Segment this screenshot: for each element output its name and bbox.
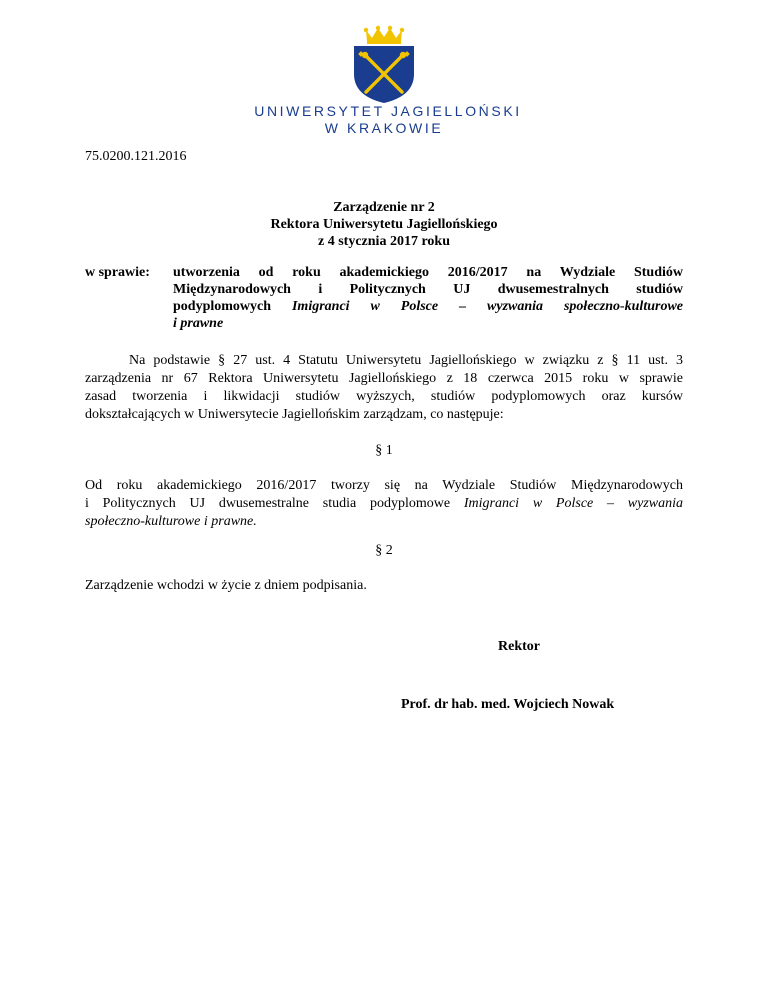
section-2-paragraph	[85, 577, 683, 595]
subject-line-4-italic: i prawne	[173, 316, 224, 331]
section-1-paragraph	[85, 477, 683, 531]
signature-title: Rektor	[498, 639, 540, 654]
section-1-line-1: Od roku akademickiego 2016/2017 tworzy się na Wydziale Studiów Międzynarodowych	[85, 478, 683, 493]
subject-line-2: Międzynarodowych i Politycznych UJ dwusemestralnych studiów	[173, 282, 683, 297]
document-number: 75.0200.121.2016	[85, 149, 187, 164]
university-name-line1: UNIWERSYTET JAGIELLOŃSKI	[254, 103, 522, 119]
subject-line-3-prefix: podyplomowych	[173, 299, 272, 314]
intro-line-2: zarządzenia nr 67 Rektora Uniwersytetu Jagiellońskiego z 18 czerwca 2015 roku w sprawie	[85, 371, 683, 386]
section-1-line-3-italic: społeczno-kulturowe i prawne.	[85, 514, 257, 529]
intro-line-1: Na podstawie § 27 ust. 4 Statutu Uniwersytetu Jagiellońskiego w związku z § 11 ust. 3	[129, 353, 683, 368]
section-1-line-3	[85, 513, 683, 531]
title-line-3: z 4 stycznia 2017 roku	[318, 234, 450, 249]
subject-label: w sprawie:	[85, 265, 150, 280]
crown-icon	[364, 26, 404, 44]
section-1-mark: § 1	[375, 443, 393, 458]
uj-crest-icon	[348, 24, 420, 104]
section-1-line-2	[85, 495, 683, 513]
section-1-line-2-prefix: i Politycznych UJ dwusemestralne studia podyplomowe	[85, 496, 451, 511]
intro-line-3: zasad tworzenia i likwidacji studiów wyższych, studiów podyplomowych oraz kursów	[85, 389, 683, 404]
subject-line-1: utworzenia od roku akademickiego 2016/2017 na Wydziale Studiów	[173, 265, 683, 280]
section-2-mark: § 2	[375, 543, 393, 558]
subject-text	[173, 264, 683, 332]
title-line-1: Zarządzenie nr 2	[333, 200, 435, 215]
subject-line-3	[173, 298, 683, 315]
subject-line-3-italic: Imigranci w Polsce – wyzwania społeczno-kulturowe	[291, 299, 683, 314]
document-title	[0, 199, 768, 250]
signature-name: Prof. dr hab. med. Wojciech Nowak	[401, 697, 615, 712]
section-2-text: Zarządzenie wchodzi w życie z dniem podpisania.	[85, 578, 367, 593]
subject-line-4	[173, 315, 683, 332]
intro-line-4: dokształcających w Uniwersytecie Jagiellońskim zarządzam, co następuje:	[85, 407, 504, 422]
intro-paragraph	[85, 352, 683, 424]
university-name-line2: W KRAKOWIE	[324, 120, 444, 136]
section-1-line-2-italic: Imigranci w Polsce – wyzwania	[463, 496, 683, 511]
title-line-2: Rektora Uniwersytetu Jagiellońskiego	[270, 217, 498, 232]
